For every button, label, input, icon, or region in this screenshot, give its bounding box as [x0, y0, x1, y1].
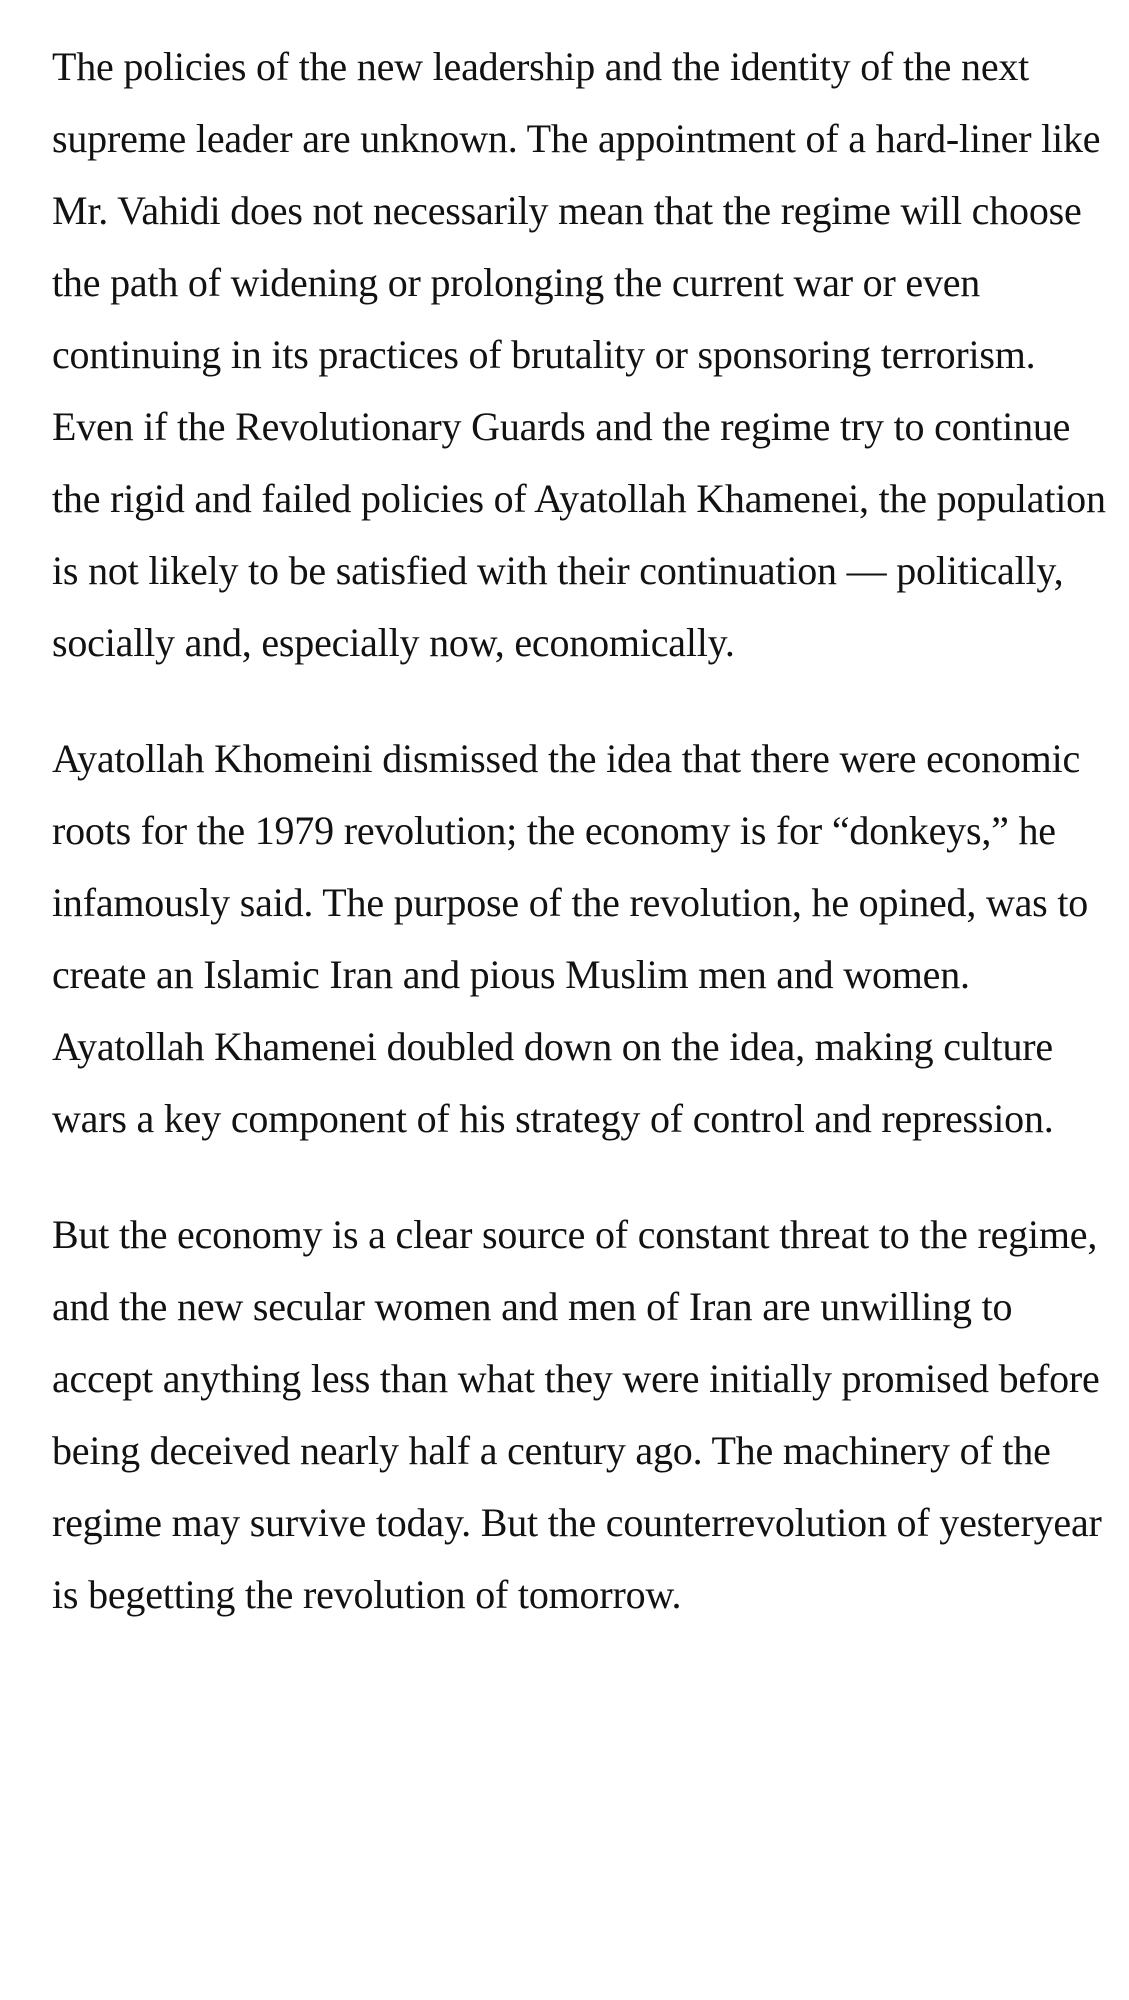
article-body	[52, 31, 1114, 1631]
article-paragraph-1: The policies of the new leadership and the identity of the next supreme leader are unknown. The appointment of a hard-liner like Mr. Vahidi does not necessarily mean that the regime will choose the path of widening or prolonging the current war or even continuing in its practices of brutality or sponsoring terrorism. Even if the Revolutionary Guards and the regime try to continue the rigid and failed policies of Ayatollah Khamenei, the population is not likely to be satisfied with their continuation — politically, socially and, especially now, economically.	[52, 44, 1106, 665]
article-paragraph-2: Ayatollah Khomeini dismissed the idea that there were economic roots for the 1979 revolution; the economy is for “donkeys,” he infamously said. The purpose of the revolution, he opined, was to create an Islamic Iran and pious Muslim men and women. Ayatollah Khamenei doubled down on the idea, making culture wars a key component of his strategy of control and repression.	[52, 736, 1089, 1141]
article-paragraph-3: But the economy is a clear source of constant threat to the regime, and the new secular women and men of Iran are unwilling to accept anything less than what they were initially promised before being deceived nearly half a century ago. The machinery of the regime may survive today. But the counterrevolution of yesteryear is begetting the revolution of tomorrow.	[52, 1212, 1102, 1617]
